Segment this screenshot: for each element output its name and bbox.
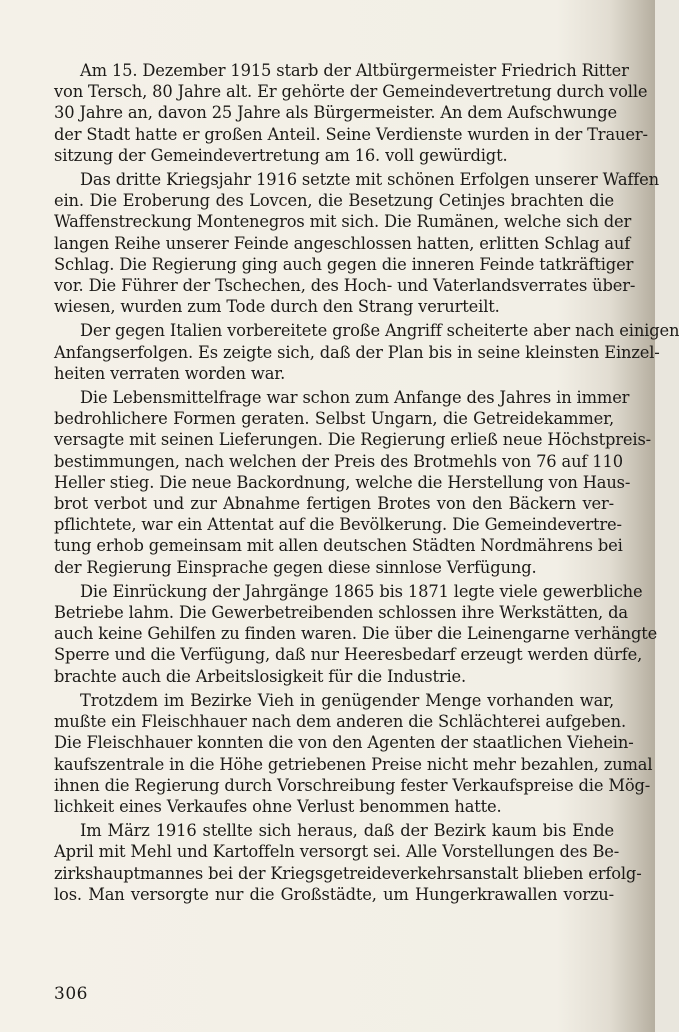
text-line: tung erhob gemeinsam mit allen deutschen Städten Nordmährens bei: [54, 536, 623, 556]
text-line: Das dritte Kriegsjahr 1916 setzte mit schönen Erfolgen unserer Waffen: [80, 170, 659, 190]
paragraph: [54, 820, 642, 905]
text-line: ein. Die Eroberung des Lovcen, die Besetzung Cetinjes brachten die: [54, 191, 614, 211]
text-line: zirkshauptmannes bei der Kriegsgetreideverkehrsanstalt blieben erfolg-: [54, 863, 642, 883]
paragraph: [54, 169, 659, 317]
text-line: los. Man versorgte nur die Großstädte, um Hungerkrawallen vorzu-: [54, 884, 614, 904]
text-line: Die Fleischhauer konnten die von den Agenten der staatlichen Viehein-: [54, 733, 634, 753]
text-line: Heller stieg. Die neue Backordnung, welche die Herstellung von Haus-: [54, 472, 631, 492]
text-line: vor. Die Führer der Tschechen, des Hoch- und Vaterlandsverrates über-: [54, 276, 636, 296]
text-line: sitzung der Gemeindevertretung am 16. voll gewürdigt.: [54, 145, 508, 165]
text-line: brachte auch die Arbeitslosigkeit für die Industrie.: [54, 666, 467, 686]
text-line: auch keine Gehilfen zu finden waren. Die über die Leinengarne verhängte: [54, 624, 658, 644]
text-line: Schlag. Die Regierung ging auch gegen die inneren Feinde tatkräftiger: [54, 254, 634, 274]
paragraph: [54, 690, 653, 817]
text-line: Die Lebensmittelfrage war schon zum Anfange des Jahres in immer: [80, 388, 630, 408]
paragraph: [54, 387, 652, 578]
text-line: langen Reihe unserer Feinde angeschlossen hatten, erlitten Schlag auf: [54, 233, 631, 253]
text-line: bestimmungen, nach welchen der Preis des Brotmehls von 76 auf 110: [54, 451, 623, 471]
text-line: Sperre und die Verfügung, daß nur Heeresbedarf erzeugt werden dürfe,: [54, 645, 643, 665]
text-line: von Tersch, 80 Jahre alt. Er gehörte der Gemeindevertretung durch volle: [54, 82, 648, 102]
paragraph: [54, 581, 658, 687]
paragraph: [54, 320, 679, 384]
text-line: Anfangserfolgen. Es zeigte sich, daß der Plan bis in seine kleinsten Einzel-: [54, 342, 660, 362]
text-line: Am 15. Dezember 1915 starb der Altbürgermeister Friedrich Ritter: [80, 61, 629, 80]
text-line: brot verbot und zur Abnahme fertigen Brotes von den Bäckern ver-: [54, 494, 614, 514]
text-line: heiten verraten worden war.: [54, 363, 286, 383]
text-line: ihnen die Regierung durch Vorschreibung fester Verkaufspreise die Mög-: [54, 775, 651, 795]
text-line: Trotzdem im Bezirke Vieh in genügender Menge vorhanden war,: [80, 690, 614, 710]
text-line: April mit Mehl und Kartoffeln versorgt sei. Alle Vorstellungen des Be-: [54, 842, 620, 862]
text-line: Die Einrückung der Jahrgänge 1865 bis 1871 legte viele gewerbliche: [80, 581, 643, 601]
text-line: lichkeit eines Verkaufes ohne Verlust benommen hatte.: [54, 796, 502, 816]
text-line: der Stadt hatte er großen Anteil. Seine Verdienste wurden in der Trauer-: [54, 124, 648, 144]
text-line: pflichtete, war ein Attentat auf die Bevölkerung. Die Gemeindevertre-: [54, 515, 622, 535]
text-line: der Regierung Einsprache gegen diese sinnlose Verfügung.: [54, 557, 537, 577]
text-line: Im März 1916 stellte sich heraus, daß der Bezirk kaum bis Ende: [80, 821, 614, 841]
text-line: bedrohlichere Formen geraten. Selbst Ungarn, die Getreidekammer,: [54, 409, 614, 429]
paragraph: [54, 60, 648, 166]
text-line: Waffenstreckung Montenegros mit sich. Die Rumänen, welche sich der: [54, 212, 632, 232]
text-line: Der gegen Italien vorbereitete große Angriff scheiterte aber nach einigen: [80, 321, 679, 341]
text-line: Betriebe lahm. Die Gewerbetreibenden schlossen ihre Werkstätten, da: [54, 603, 628, 623]
text-line: versagte mit seinen Lieferungen. Die Regierung erließ neue Höchstpreis-: [54, 430, 652, 450]
text-line: kaufszentrale in die Höhe getriebenen Preise nicht mehr bezahlen, zumal: [54, 754, 653, 774]
text-line: wiesen, wurden zum Tode durch den Strang verurteilt.: [54, 297, 500, 317]
text-line: mußte ein Fleischhauer nach dem anderen die Schlächterei aufgeben.: [54, 712, 626, 732]
body-text: [54, 60, 679, 908]
page-number: 306: [54, 984, 88, 1004]
text-line: 30 Jahre an, davon 25 Jahre als Bürgermeister. An dem Aufschwunge: [54, 103, 617, 123]
